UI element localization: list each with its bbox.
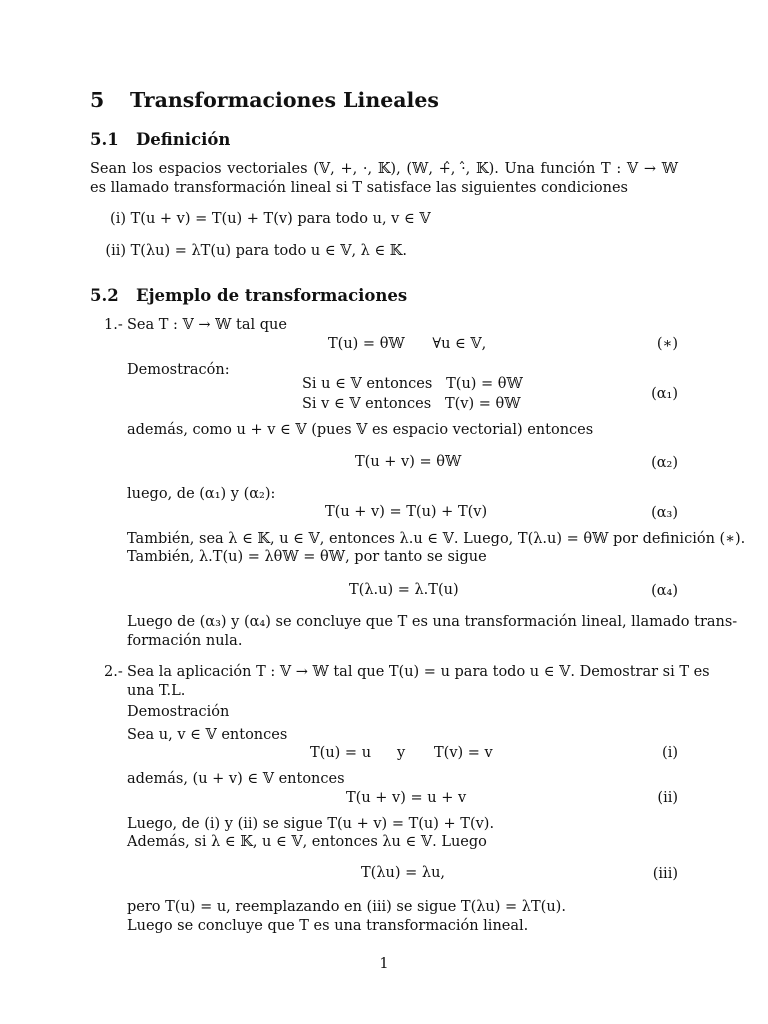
equation: Si u ∈ 𝕍 entonces T(u) = θ𝕎	[302, 376, 523, 392]
subsection-number: 5.1	[90, 130, 119, 149]
subsection-number: 5.2	[90, 286, 119, 305]
equation: T(u + v) = T(u) + T(v)	[325, 504, 488, 520]
text-line: pero T(u) = u, reemplazando en (iii) se sigue T(λu) = λT(u).	[127, 899, 566, 915]
subsection-heading-examples	[90, 286, 407, 306]
equation: T(u) = u	[310, 745, 372, 761]
proof-label: Demostracón:	[127, 362, 230, 378]
equation-tag: (i)	[662, 745, 678, 761]
subsection-title: Definición	[136, 130, 231, 149]
equation-tag: (α₂)	[651, 455, 678, 471]
section-heading	[90, 88, 439, 113]
equation-tag: (iii)	[652, 866, 678, 882]
equation-tag: (α₁)	[651, 386, 678, 402]
text-line: También, sea λ ∈ 𝕂, u ∈ 𝕍, entonces λ.u ∈ 𝕍. Luego, T(λ.u) = θ𝕎 por definición (∗).	[127, 531, 746, 547]
proof-label: Demostración	[127, 704, 230, 720]
condition-item	[90, 211, 431, 228]
text-line: Sea u, v ∈ 𝕍 entonces	[127, 727, 288, 743]
text-line: luego, de (α₁) y (α₂):	[127, 486, 276, 502]
subsection-heading-definition	[90, 130, 230, 150]
section-title: Transformaciones Lineales	[130, 88, 439, 112]
condition-text: T(u + v) = T(u) + T(v) para todo u, v ∈ 𝕍	[130, 211, 431, 227]
text-line: además, como u + v ∈ 𝕍 (pues 𝕍 es espacio vectorial) entonces	[127, 422, 594, 438]
definition-paragraph: Sean los espacios vectoriales (𝕍, +, ·, 𝕂), (𝕎, +̂, ·̂, 𝕂). Una función T : 𝕍 → 𝕎 es llamado transformación lineal si T satisface las siguientes condiciones	[90, 161, 678, 196]
equation: T(λ.u) = λ.T(u)	[349, 582, 459, 598]
equation: Si v ∈ 𝕍 entonces T(v) = θ𝕎	[302, 396, 521, 412]
example-number: 1.-	[104, 317, 123, 333]
text-line: una T.L.	[127, 683, 186, 699]
equation-tag: (α₃)	[651, 505, 678, 521]
equation: T(u) = θ𝕎 ∀u ∈ 𝕍,	[328, 336, 487, 352]
equation: T(λu) = λu,	[361, 865, 446, 881]
example-number: 2.-	[104, 664, 123, 680]
condition-text: T(λu) = λT(u) para todo u ∈ 𝕍, λ ∈ 𝕂.	[130, 243, 408, 259]
text-line: Luego, de (i) y (ii) se sigue T(u + v) = T(u) + T(v).	[127, 816, 495, 832]
text-line: Luego de (α₃) y (α₄) se concluye que T es una transformación lineal, llamado trans-	[127, 614, 738, 630]
example-intro: Sea T : 𝕍 → 𝕎 tal que	[127, 317, 287, 333]
equation-connector: y	[397, 745, 406, 761]
text-line: Luego se concluye que T es una transformación lineal.	[127, 918, 529, 934]
condition-item	[90, 243, 407, 260]
text-line: Además, si λ ∈ 𝕂, u ∈ 𝕍, entonces λu ∈ 𝕍. Luego	[127, 834, 487, 850]
equation: T(u + v) = u + v	[346, 790, 467, 806]
condition-label: (i)	[110, 211, 126, 227]
text-line: formación nula.	[127, 633, 243, 649]
equation-tag: (ii)	[657, 790, 678, 806]
page-number: 1	[379, 956, 389, 972]
condition-label: (ii)	[105, 243, 126, 259]
equation: T(v) = v	[434, 745, 493, 761]
equation: T(u + v) = θ𝕎	[355, 454, 462, 470]
equation-tag: (α₄)	[651, 583, 678, 599]
equation-tag: (∗)	[656, 336, 678, 352]
example-intro: Sea la aplicación T : 𝕍 → 𝕎 tal que T(u) = u para todo u ∈ 𝕍. Demostrar si T es	[127, 664, 710, 680]
subsection-title: Ejemplo de transformaciones	[136, 286, 408, 305]
text-line: También, λ.T(u) = λθ𝕎 = θ𝕎, por tanto se sigue	[127, 549, 487, 565]
section-number: 5	[90, 88, 105, 112]
text-line: además, (u + v) ∈ 𝕍 entonces	[127, 771, 345, 787]
